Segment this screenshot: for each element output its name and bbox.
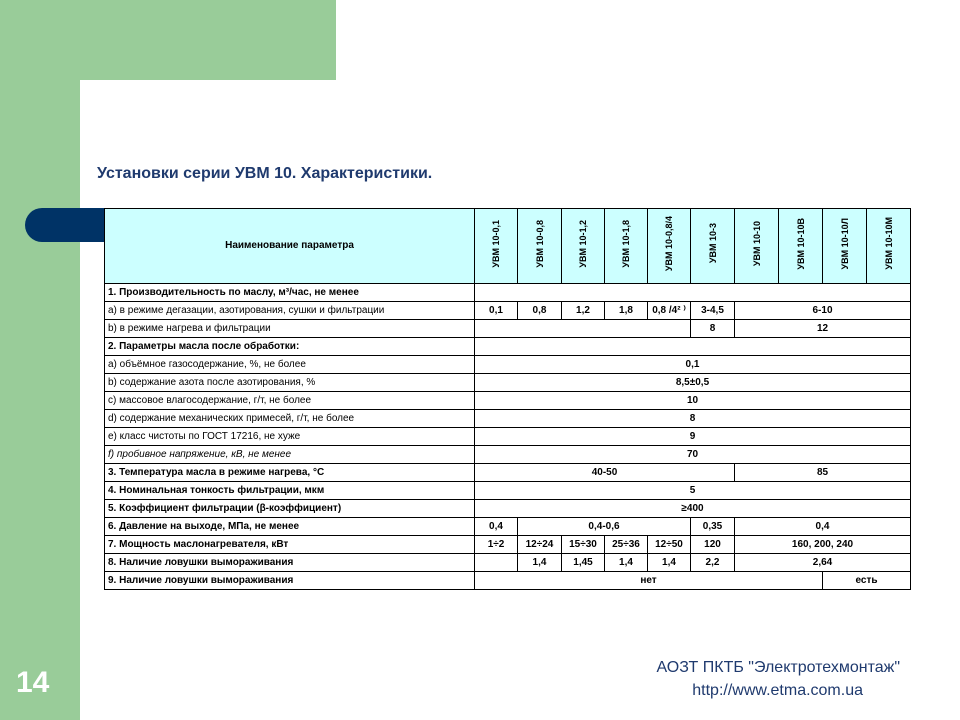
row-value: 9 — [475, 428, 911, 446]
row-value: 8 — [691, 320, 735, 338]
row-value: 0,35 — [691, 518, 735, 536]
row-value — [475, 284, 911, 302]
row-value: 0,1 — [475, 356, 911, 374]
row-value: 0,4 — [735, 518, 911, 536]
header-row — [105, 209, 911, 284]
characteristics-table — [104, 208, 911, 590]
row-value — [475, 320, 691, 338]
model-header: УВМ 10-1,2 — [562, 209, 605, 284]
row-value: 1,4 — [605, 554, 648, 572]
rounded-corner — [80, 80, 128, 128]
row-label: 2. Параметры масла после обработки: — [105, 338, 475, 356]
footer-organization: АОЗТ ПКТБ "Электротехмонтаж" — [656, 659, 900, 676]
row-value: нет — [475, 572, 823, 590]
row-value: 6-10 — [735, 302, 911, 320]
row-value — [475, 554, 518, 572]
row-value — [475, 338, 911, 356]
table-row — [105, 392, 911, 410]
page-number: 14 — [16, 666, 50, 699]
model-header: УВМ 10-10М — [867, 209, 911, 284]
row-label: 4. Номинальная тонкость фильтрации, мкм — [105, 482, 475, 500]
model-header: УВМ 10-0,8 — [518, 209, 562, 284]
model-header: УВМ 10-10В — [779, 209, 823, 284]
row-label: a) в режиме дегазации, азотирования, сушки и фильтрации — [105, 302, 475, 320]
row-label: e) класс чистоты по ГОСТ 17216, не хуже — [105, 428, 475, 446]
table-row — [105, 356, 911, 374]
row-label: 9. Наличие ловушки вымораживания — [105, 572, 475, 590]
row-value: 25÷36 — [605, 536, 648, 554]
row-label: 1. Производительность по маслу, м³/час, не менее — [105, 284, 475, 302]
row-label: b) содержание азота после азотирования, % — [105, 374, 475, 392]
row-value: 160, 200, 240 — [735, 536, 911, 554]
row-value: 85 — [735, 464, 911, 482]
top-green-block — [80, 0, 336, 80]
row-value: 5 — [475, 482, 911, 500]
table-row — [105, 302, 911, 320]
param-column-header: Наименование параметра — [105, 209, 475, 284]
table-row — [105, 410, 911, 428]
row-value: 12÷50 — [648, 536, 691, 554]
row-label: a) объёмное газосодержание, %, не более — [105, 356, 475, 374]
footer-url: http://www.etma.com.ua — [692, 682, 863, 699]
table-row — [105, 428, 911, 446]
table-row — [105, 518, 911, 536]
row-value: 2,64 — [735, 554, 911, 572]
row-value: 0,4-0,6 — [518, 518, 691, 536]
row-value: 40-50 — [475, 464, 735, 482]
row-value: 12÷24 — [518, 536, 562, 554]
table-row — [105, 284, 911, 302]
row-label: 3. Температура масла в режиме нагрева, °C — [105, 464, 475, 482]
row-value: 1÷2 — [475, 536, 518, 554]
row-value: 2,2 — [691, 554, 735, 572]
row-value: 120 — [691, 536, 735, 554]
model-header: УВМ 10-1,8 — [605, 209, 648, 284]
row-value: 70 — [475, 446, 911, 464]
model-header: УВМ 10-10Л — [823, 209, 867, 284]
navy-tab-decoration — [25, 208, 115, 242]
table-row — [105, 320, 911, 338]
left-green-band — [0, 0, 80, 720]
table-row — [105, 572, 911, 590]
row-value: 1,4 — [518, 554, 562, 572]
model-header: УВМ 10-10 — [735, 209, 779, 284]
row-value: 1,8 — [605, 302, 648, 320]
row-value: 3-4,5 — [691, 302, 735, 320]
row-label: 7. Мощность маслонагревателя, кВт — [105, 536, 475, 554]
row-value: 12 — [735, 320, 911, 338]
row-value: 0,8 /4² ⁾ — [648, 302, 691, 320]
model-header: УВМ 10-0,1 — [475, 209, 518, 284]
slide-title: Установки серии УВМ 10. Характеристики. — [97, 165, 433, 182]
row-value: 10 — [475, 392, 911, 410]
row-value: есть — [823, 572, 911, 590]
row-value: 8 — [475, 410, 911, 428]
table-row — [105, 338, 911, 356]
row-value: 1,45 — [562, 554, 605, 572]
table-row — [105, 500, 911, 518]
table-row — [105, 482, 911, 500]
table-row — [105, 536, 911, 554]
row-value: 1,4 — [648, 554, 691, 572]
row-label: d) содержание механических примесей, г/т, не более — [105, 410, 475, 428]
table-row — [105, 554, 911, 572]
row-label: 6. Давление на выходе, МПа, не менее — [105, 518, 475, 536]
row-label: b) в режиме нагрева и фильтрации — [105, 320, 475, 338]
row-label: c) массовое влагосодержание, г/т, не более — [105, 392, 475, 410]
table-row — [105, 446, 911, 464]
row-value: ≥400 — [475, 500, 911, 518]
row-value: 8,5±0,5 — [475, 374, 911, 392]
table-row — [105, 374, 911, 392]
model-header: УВМ 10-3 — [691, 209, 735, 284]
model-header: УВМ 10-0,8/4 — [648, 209, 691, 284]
row-value: 15÷30 — [562, 536, 605, 554]
row-value: 0,1 — [475, 302, 518, 320]
row-value: 0,4 — [475, 518, 518, 536]
row-value: 1,2 — [562, 302, 605, 320]
table-row — [105, 464, 911, 482]
row-label: 5. Коэффициент фильтрации (β-коэффициент) — [105, 500, 475, 518]
row-label: f) пробивное напряжение, кВ, не менее — [105, 446, 475, 464]
row-label: 8. Наличие ловушки вымораживания — [105, 554, 475, 572]
row-value: 0,8 — [518, 302, 562, 320]
